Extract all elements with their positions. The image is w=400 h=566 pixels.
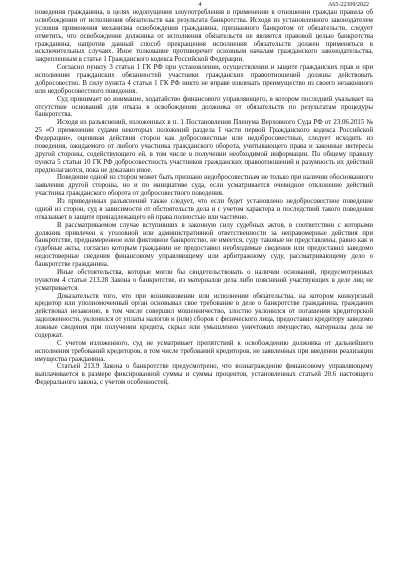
paragraph: Иные обстоятельства, которые могли бы свидетельствовать о наличии оснований, предусмотренных пунктом 4 статьи 213.28 Закона о банкротстве, из материалов дела либо пояснений участвующих в деле лиц не усматривается. <box>35 268 373 292</box>
document-body <box>35 9 373 387</box>
paragraph: Исходя из разъяснений, изложенных в п. 1 Постановления Пленума Верховного Суда РФ от 23.06.2015 № 25 «О применении судами некоторых положений раздела I части первой Гражданского кодекса Российской Федерации», оценивая действия сторон как добросовестные или недобросовестные, следует исходить из поведения, ожидаемого от любого участника гражданского оборота, учитывающего права и законные интересы другой стороны, содействующего ей, в том числе в получении необходимой информации. По общему правилу пункта 5 статьи 10 ГК РФ добросовестность участников гражданских правоотношений и разумность их действий предполагаются, пока не доказано иное. <box>35 119 373 174</box>
paragraph: Суд принимает во внимание, ходатайство финансового управляющего, в котором последний указывает на отсутствие оснований для отказа в освобождении должника от обязательств по результатам процедуры банкротства. <box>35 95 373 119</box>
paragraph: Из приведенных разъяснений также следует, что если будет установлено недобросовестное поведение одной из сторон, суд в зависимости от обстоятельств дела и с учетом характера и последствий такого поведения отказывает в защите принадлежащего ей права полностью или частично. <box>35 198 373 221</box>
case-number: А65-22309/2022 <box>328 2 369 8</box>
paragraph: Согласно пункту 3 статьи 1 ГК РФ при установлении, осуществлении и защите гражданских прав и при исполнении гражданских обязанностей участники гражданских правоотношений должны действовать добросовестно. В силу пункта 4 статьи 1 ГК РФ никто не вправе извлекать преимущество из своего незаконного или недобросовестного поведения. <box>35 64 373 95</box>
paragraph: В рассматриваемом случае вступивших в законную силу судебных актов, в соответствии с которыми должник привлечен к уголовной или административной ответственности за неправомерные действия при банкротстве, преднамеренное или фиктивное банкротство, не имеется, суду таковые не представлены, равно как и судебные акты, согласно которым гражданин не предоставил необходимые сведения или предоставил заведомо недостоверные сведения финансовому управляющему или арбитражному суду, рассматривающему дело о банкротстве гражданина. <box>35 221 373 268</box>
paragraph: Доказательств того, что при возникновении или исполнении обязательства, на котором конкурсный кредитор или уполномоченный орган основывал свое требование в деле о банкротстве гражданина, гражданин действовал незаконно, в том числе совершил мошенничество, злостно уклонился от погашения кредиторской задолженности, уклонился от уплаты налогов и (или) сборов с физического лица, предоставил кредитору заведомо ложные сведения при получении кредита, скрыл или умышленно уничтожил имущество, материалы дела не содержат. <box>35 292 373 339</box>
paragraph: С учетом изложенного, суд не усматривает препятствий к освобождению должника от дальнейшего исполнения требований кредиторов, в том числе требований кредиторов, не заявленных при введении реализации имущества гражданина. <box>35 339 373 363</box>
paragraph: Статьей 213.9 Закона о банкротстве предусмотрено, что вознаграждение финансовому управляющему выплачивается в размере фиксированной суммы и суммы процентов, установленных статьей 20.6 настоящего Федерального закона, с учетом особенностей, <box>35 363 373 387</box>
paragraph: поведения гражданина, в целях недопущения злоупотребления в применении в отношении граждан правила об освобождении от исполнения обязательств как результата банкротства. Исходя из установленного законодателем условия применения механизма освобождения гражданина, признанного банкротом от обязательств, следует отметить, что освобождение должника от исполнения обязательств не является правовой целью банкротства гражданина, напротив данный способ прекращения исполнения обязательств должен применяться в исключительных случаях. Иное толкование противоречит основным началам гражданского законодательства, закрепленным в статье 1 Гражданского кодекса Российской Федерации. <box>35 9 373 64</box>
paragraph: Поведение одной из сторон может быть признано недобросовестным не только при наличии обоснованного заявления другой стороны, но и по инициативе суда, если усматривается очевидное отклонение действий участника гражданского оборота от добросовестного поведения. <box>35 174 373 198</box>
page-number: 4 <box>198 2 202 8</box>
